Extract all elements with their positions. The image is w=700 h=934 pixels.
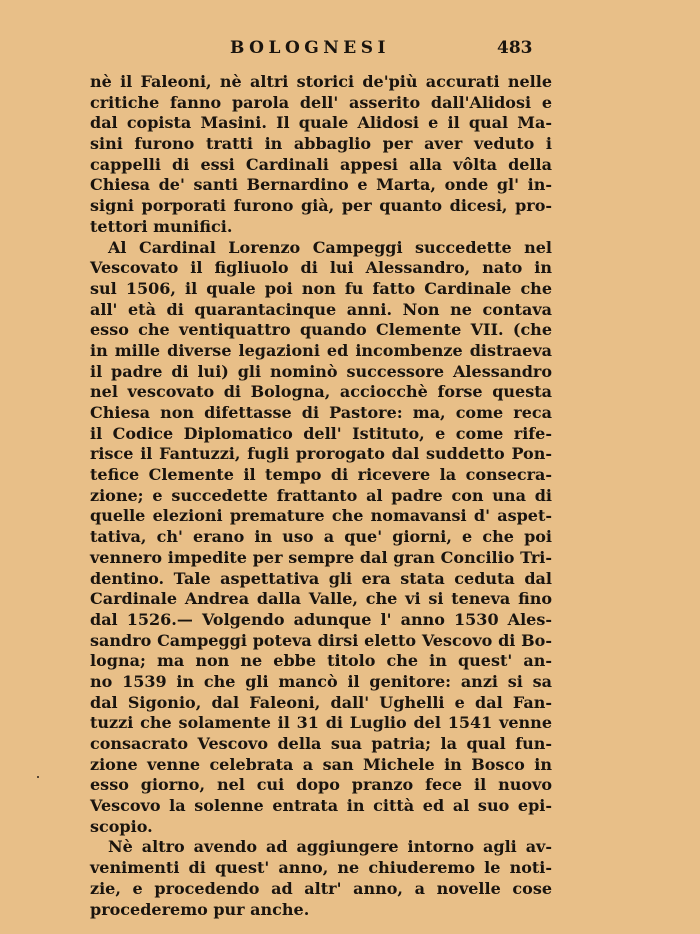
text-line: esso che ventiquattro quando Clemente VII. (che [90, 320, 552, 340]
text-line: no 1539 in che gli mancò il genitore: anzi si sa [90, 671, 552, 691]
page-number: 483 [497, 38, 533, 58]
text-line: dentino. Tale aspettativa gli era stata ceduta dal [90, 568, 552, 588]
stray-mark [37, 776, 39, 778]
text-line: cappelli di essi Cardinali appesi alla vôlta della [90, 154, 552, 174]
text-line: Vescovo la solenne entrata in città ed al suo epi- [90, 796, 552, 816]
text-line: zione venne celebrata a san Michele in Bosco in [90, 754, 552, 774]
text-line: esso giorno, nel cui dopo pranzo fece il nuovo [90, 775, 552, 795]
text-line: nè il Faleoni, nè altri storici de'più accurati nelle [90, 72, 552, 91]
text-line: venimenti di quest' anno, ne chiuderemo le noti- [90, 858, 552, 878]
text-line: logna; ma non ne ebbe titolo che in quest' an- [90, 651, 552, 671]
text-line: Chiesa non difettasse di Pastore: ma, come reca [90, 403, 552, 422]
text-line: tativa, ch' erano in uso a que' giorni, e che poi [90, 527, 552, 547]
text-line: in mille diverse legazioni ed incombenze distraeva [90, 340, 552, 360]
text-line: tuzzi che solamente il 31 di Luglio del 1541 venne [90, 713, 552, 733]
text-line: sandro Campeggi poteva dirsi eletto Vescovo di Bo- [90, 630, 552, 650]
text-line: dal copista Masini. Il quale Alidosi e il qual Ma- [90, 113, 552, 133]
text-line: Chiesa de' santi Bernardino e Marta, onde gl' in- [90, 175, 552, 195]
text-line: procederemo pur anche. [90, 899, 310, 919]
text-line: risce il Fantuzzi, fugli prorogato dal suddetto Pon- [90, 444, 552, 464]
text-line: all' età di quarantacinque anni. Non ne contava [90, 299, 552, 319]
text-line: nel vescovato di Bologna, acciocchè forse questa [90, 382, 552, 402]
text-line: il padre di lui) gli nominò successore Alessandro [90, 361, 552, 381]
text-line: Nè altro avendo ad aggiungere intorno agli av- [108, 837, 552, 857]
running-title: BOLOGNESI [230, 38, 390, 58]
text-line: tettori munifici. [90, 216, 233, 236]
text-line: Vescovato il figliuolo di lui Alessandro, nato in [90, 258, 552, 278]
text-line: sul 1506, il quale poi non fu fatto Cardinale che [90, 278, 552, 298]
text-line: dal 1526.— Volgendo adunque l' anno 1530 Ales- [90, 609, 552, 629]
text-line: scopio. [90, 816, 153, 836]
text-line: sini furono tratti in abbaglio per aver veduto i [90, 134, 552, 154]
text-line: il Codice Diplomatico dell' Istituto, e come rife- [90, 423, 552, 443]
text-line: zione; e succedette frattanto al padre con una di [90, 485, 552, 505]
text-line: vennero impedite per sempre dal gran Concilio Tri- [90, 547, 552, 567]
text-line: critiche fanno parola dell' asserito dall'Alidosi e [90, 92, 552, 112]
text-line: tefice Clemente il tempo di ricevere la consecra- [90, 465, 552, 485]
text-line: zie, e procedendo ad altr' anno, a novelle cose [90, 878, 552, 898]
text-line: Al Cardinal Lorenzo Campeggi succedette nel [108, 237, 552, 257]
body-text [90, 72, 552, 920]
text-line: signi porporati furono già, per quanto dicesi, pro- [90, 196, 552, 216]
text-line: quelle elezioni premature che nomavansi d' aspet- [90, 506, 552, 526]
text-line: consacrato Vescovo della sua patria; la qual fun- [90, 734, 552, 753]
text-line: dal Sigonio, dal Faleoni, dall' Ughelli e dal Fan- [90, 692, 552, 712]
running-head [0, 38, 700, 62]
text-line: Cardinale Andrea dalla Valle, che vi si teneva fino [90, 589, 552, 609]
